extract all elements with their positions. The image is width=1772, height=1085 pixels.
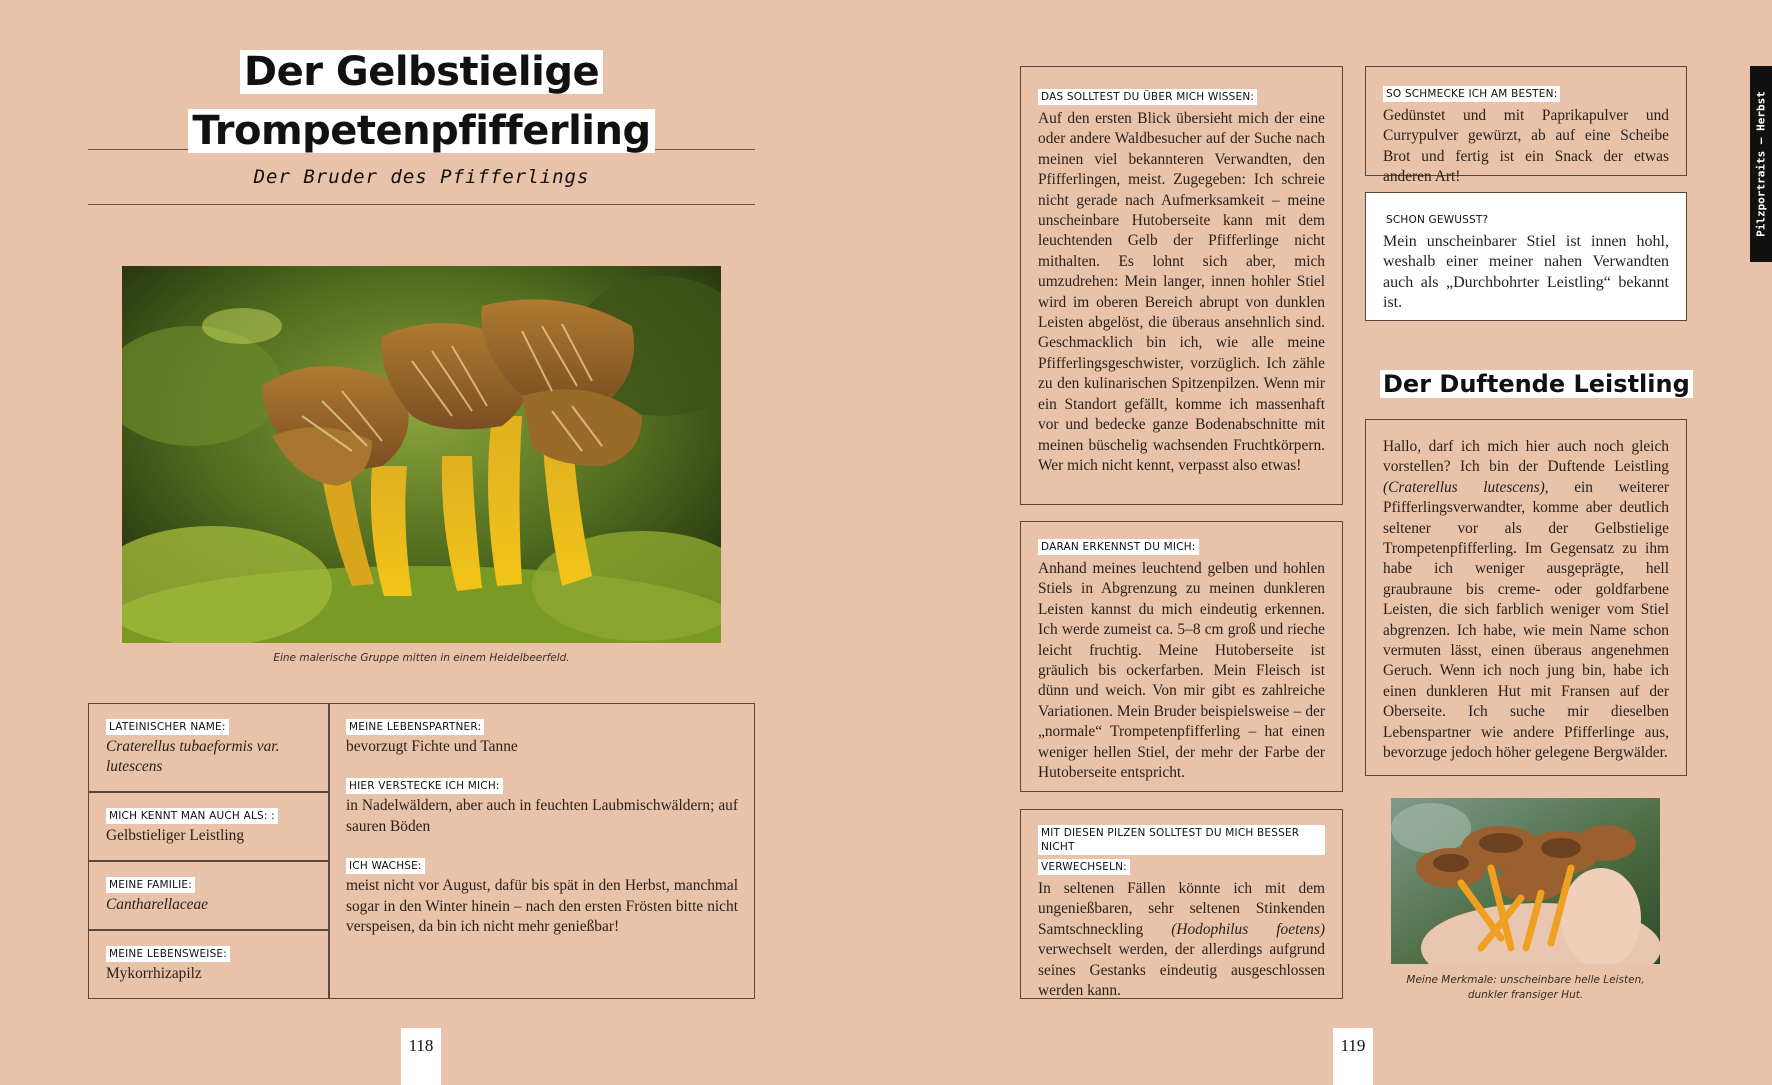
- section-side-tab: [1750, 66, 1772, 262]
- confusion-label-2: VERWECHSELN:: [1038, 859, 1130, 875]
- second-species-heading: [1380, 370, 1693, 398]
- aka-label: MICH KENNT MAN AUCH ALS: :: [106, 808, 278, 824]
- family-value: Cantharellaceae: [106, 896, 209, 913]
- recognize-text: Anhand meines leuchtend gelben und hohlen Stiels in Abgrenzung zu meinen dunkleren Leisten kannst du mich eindeutig erkennen. Ich werde zumeist ca. 5–8 cm groß und rieche leicht fruchtig. Meine Hutoberseite ist gräulich bis ockerfarben. Mein Fleisch ist dünn und weich. Von mir gibt es zahlreiche Variationen. Mein Bruder beispielsweise – der „normale“ Trompetenpfifferling – hat einen weniger hellen Stiel, der mehr der Farbe der Hutoberseite entspricht.: [1038, 560, 1325, 782]
- grow-label: ICH WACHSE:: [346, 858, 425, 874]
- second-photo-caption-line-1: Meine Merkmale: unscheinbare helle Leisten,: [1406, 974, 1645, 986]
- page-number-right: 119: [1333, 1028, 1373, 1085]
- fact-text: Mein unscheinbarer Stiel ist innen hohl, weshalb einer meiner nahen Verwandten auch als „Durchbohrter Leistling“ bekannt ist.: [1383, 233, 1669, 312]
- aka-cell: [90, 792, 328, 846]
- hide-value: in Nadelwäldern, aber auch in feuchten Laubmischwäldern; auf sauren Böden: [346, 797, 738, 835]
- second-photo-caption: [1380, 973, 1671, 1003]
- recognize-box: [1020, 521, 1343, 792]
- second-photo-caption-line-2: dunkler fransiger Hut.: [1467, 989, 1584, 1001]
- second-species-title: Der Duftende Leistling: [1380, 370, 1693, 398]
- lifestyle-cell: [90, 930, 328, 984]
- second-species-text: [1383, 437, 1669, 764]
- confusion-label-1: MIT DIESEN PILZEN SOLLTEST DU MICH BESSER NICHT: [1038, 825, 1325, 855]
- partner-value: bevorzugt Fichte und Tanne: [346, 738, 518, 755]
- second-species-box: [1365, 419, 1687, 776]
- taste-text: Gedünstet und mit Paprikapulver und Currypulver gewürzt, ab auf eine Scheibe Brot und fertig ist ein Snack der etwas anderen Art!: [1383, 107, 1669, 186]
- latin-name-label: LATEINISCHER NAME:: [106, 719, 229, 735]
- confusion-text-part: verwechselt werden, der allerdings aufgrund seines Gestanks eindeutig ausgeschlossen werden kann.: [1038, 941, 1325, 1000]
- title-line-2: Trompetenpfifferling: [188, 109, 654, 153]
- fact-label: SCHON GEWUSST?: [1383, 212, 1491, 228]
- confusion-species-name: (Hodophilus foetens): [1171, 920, 1325, 938]
- title-line-1: Der Gelbstielige: [240, 50, 603, 94]
- taste-box: [1365, 66, 1687, 186]
- recognize-label: DARAN ERKENNST DU MICH:: [1038, 539, 1199, 555]
- latin-name-value: Craterellus tubaeformis var. lutescens: [106, 738, 280, 776]
- partner-label: MEINE LEBENSPARTNER:: [346, 719, 484, 735]
- section-side-tab-label: Pilzportraits – Herbst: [1754, 91, 1768, 237]
- know-text: Auf den ersten Blick übersieht mich der eine oder andere Waldbesucher auf der Suche nach meinen viel bekannteren Verwandten, den Pfifferlingen, meist. Zugegeben: Ich schreie nicht gerade nach Aufmerksamkeit – meine unscheinbare Hutoberseite kann mit dem leuchtenden Gelb der Pfifferlinge nicht mithalten. Es lohnt sich aber, mich umzudrehen: Mein langer, innen hohler Stiel wird im oberen Bereich abrupt von dunklen Leisten abgelöst, die überaus ansehnlich sind. Geschmacklich bin ich, wie alle meine Pfifferlingsgeschwister, vorzüglich. Ich zähle zu den kulinarischen Spitzenpilzen. Wenn mir ein Standort gefällt, komme ich massenhaft vor und bedecke ganze Bodenabschnitte mit meinen büschelig wachsenden Fruchtkörpern. Wer mich nicht kennt, verpasst also etwas!: [1038, 110, 1325, 474]
- second-species-latin: (Craterellus lutescens): [1383, 478, 1545, 496]
- confusion-text-part: In seltenen Fällen könnte ich mit dem ungenießbaren, sehr seltenen Stinkenden Samtschneckling: [1038, 880, 1325, 938]
- fact-box: [1365, 192, 1687, 321]
- confusion-box: [1020, 809, 1343, 999]
- latin-name-cell: [90, 703, 328, 778]
- hide-label: HIER VERSTECKE ICH MICH:: [346, 778, 503, 794]
- taste-label: SO SCHMECKE ICH AM BESTEN:: [1383, 86, 1560, 102]
- main-mushroom-photo: [122, 266, 721, 643]
- title-rule-bottom: [88, 204, 755, 205]
- grow-value: meist nicht vor August, dafür bis spät in den Herbst, manchmal sogar in den Winter hinein – nach den ersten Frösten bitte nicht verspeisen, da bin ich nicht mehr genießbar!: [346, 877, 738, 936]
- second-species-text-part: Hallo, darf ich mich hier auch noch gleich vorstellen? Ich bin der Duftende Leistling: [1383, 438, 1669, 476]
- lifestyle-value: Mykorrhizapilz: [106, 965, 202, 982]
- page-subtitle: Der Bruder des Pfifferlings: [253, 166, 590, 188]
- main-photo-caption: Eine malerische Gruppe mitten in einem Heidelbeerfeld.: [273, 652, 570, 664]
- confusion-text: [1038, 879, 1325, 1001]
- habitat-cell: [330, 703, 754, 937]
- family-cell: [90, 861, 328, 915]
- second-species-text-part: , ein weiterer Pfifferlingsverwandter, komme aber deutlich seltener vor als der Gelbstielige Trompetenpfifferling. Im Gegensatz zu ihm habe ich weniger ausgeprägte, hell graubraune bis creme- oder goldfarbene Leisten, die sich farblich weniger vom Stiel abgrenzen. Ich habe, wie mein Name schon vermuten lässt, einen überaus angenehmen Geruch. Wenn ich noch jung bin, habe ich einen dunkleren Hut mit Fransen auf der Oberseite. Ich suche mir dieselben Lebenspartner wie andere Pfifferlinge aus, bevorzuge jedoch höher gelegene Bergwälder.: [1383, 478, 1669, 762]
- page-number-left: 118: [401, 1028, 441, 1085]
- know-box: [1020, 66, 1343, 505]
- lifestyle-label: MEINE LEBENSWEISE:: [106, 946, 230, 962]
- family-label: MEINE FAMILIE:: [106, 877, 195, 893]
- aka-value: Gelbstieliger Leistling: [106, 827, 245, 844]
- second-mushroom-photo: [1391, 798, 1660, 964]
- page-title: [88, 50, 755, 153]
- know-label: DAS SOLLTEST DU ÜBER MICH WISSEN:: [1038, 89, 1257, 105]
